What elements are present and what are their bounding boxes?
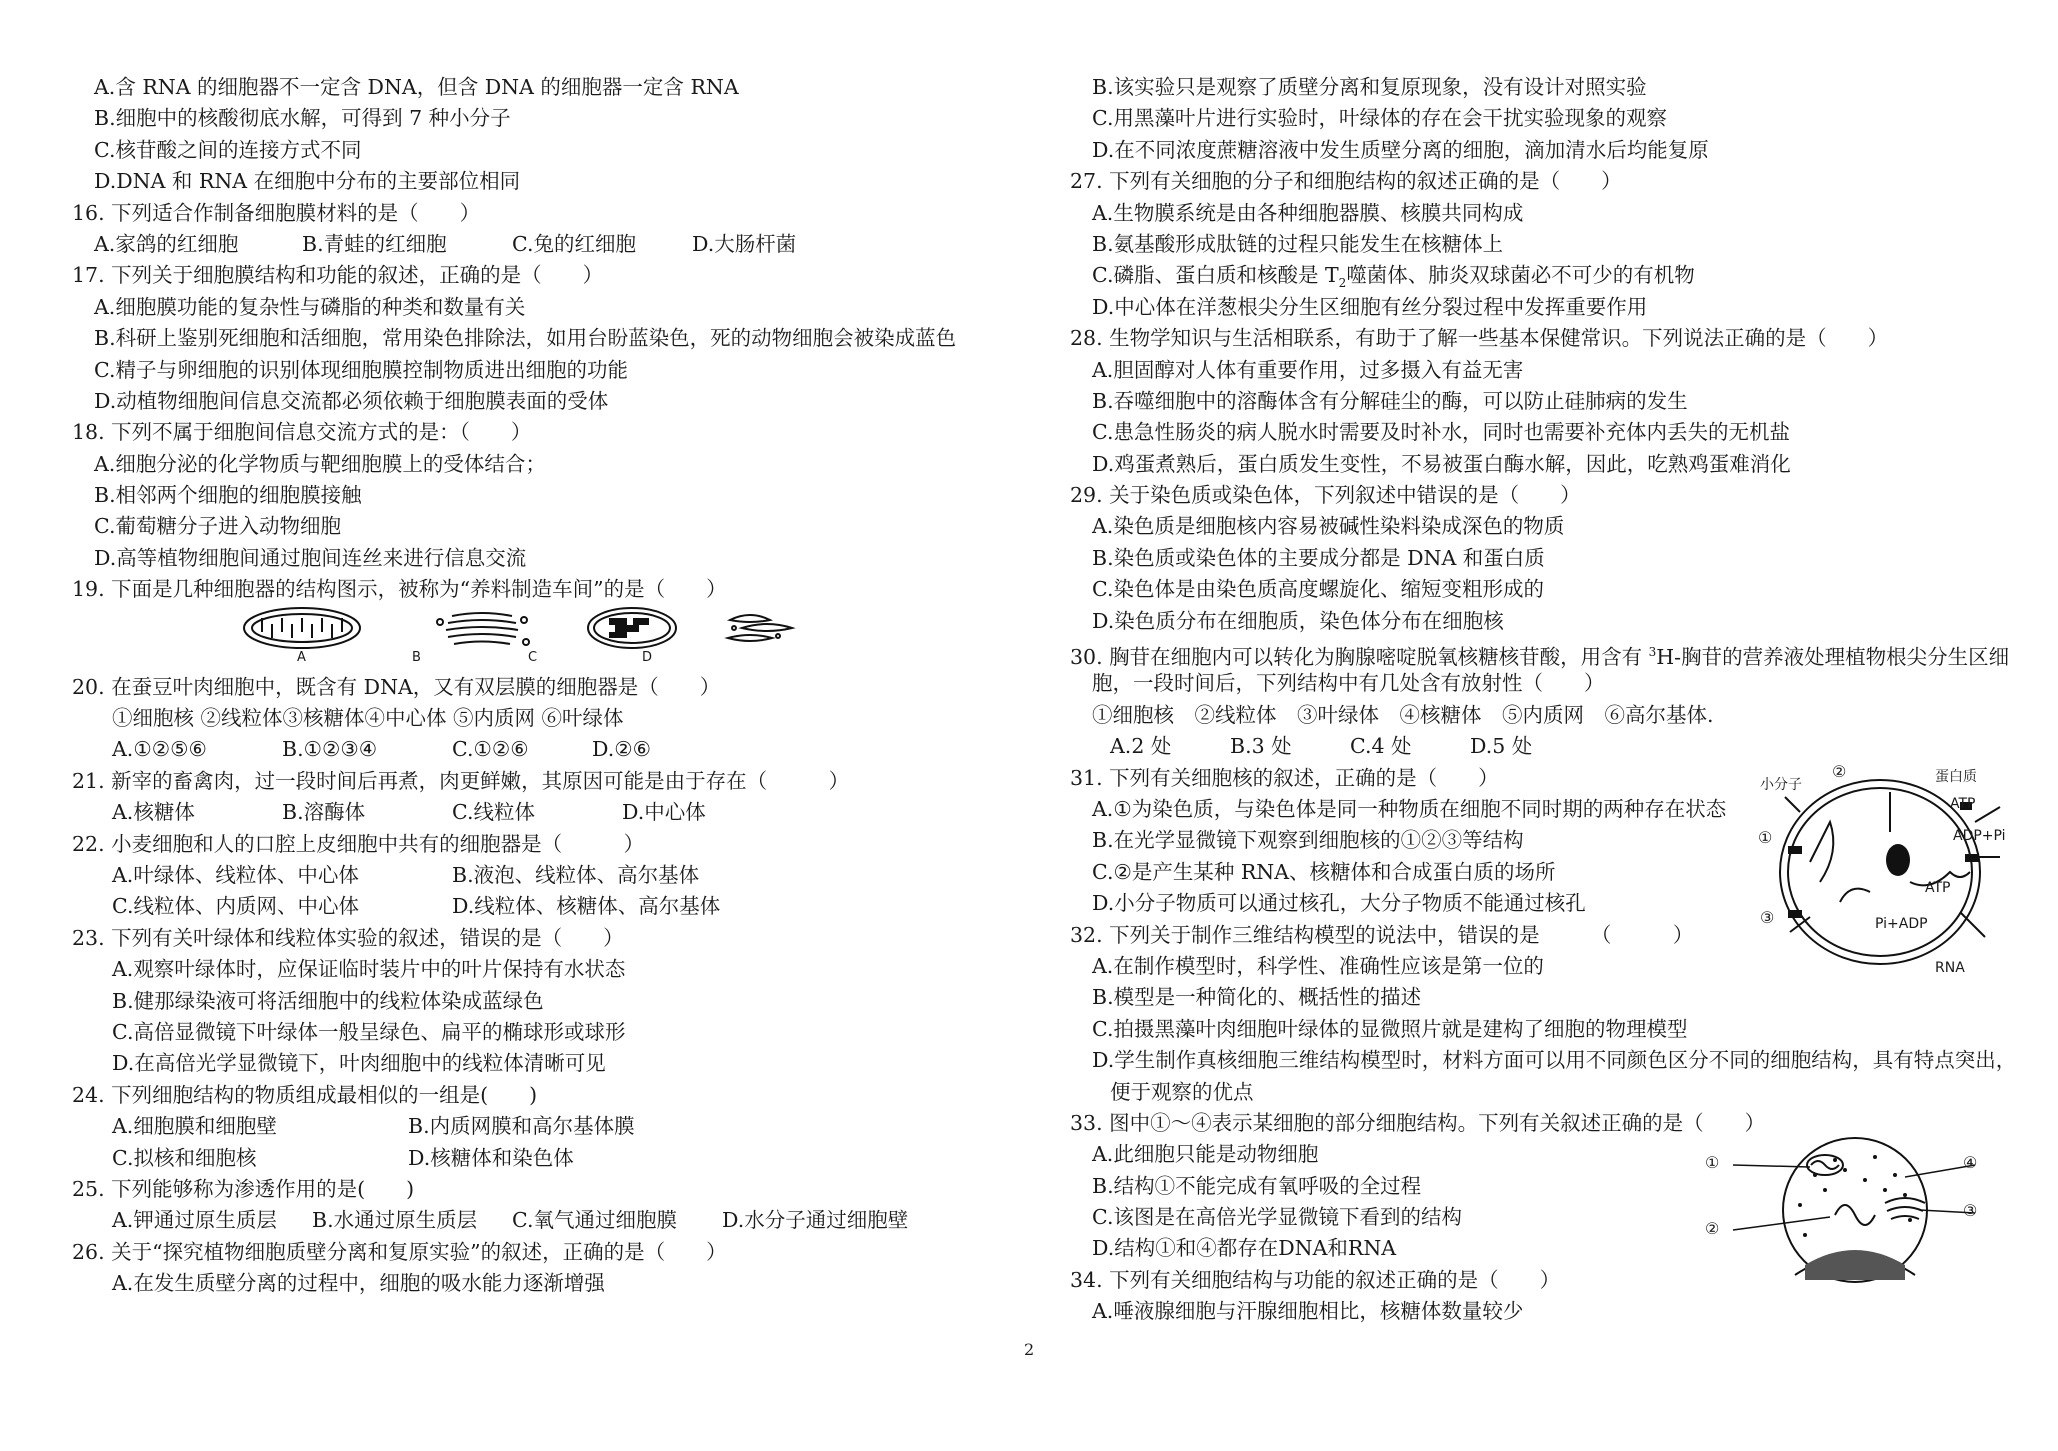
q25-options [72, 1205, 1022, 1236]
figure-label-c: C [528, 649, 538, 665]
cell-drawing [1705, 1135, 1985, 1285]
nuclear-pore-icon [1788, 846, 1802, 854]
q30-option-c: C.4 处 [1350, 734, 1412, 759]
q20-option-a: A.①②⑤⑥ [112, 737, 207, 762]
figure-label-a: A [297, 649, 306, 665]
q30-option-d: D.5 处 [1470, 734, 1533, 759]
q22-option-b: B.液泡、线粒体、高尔基体 [452, 862, 700, 887]
q24-option-a: A.细胞膜和细胞壁 [112, 1114, 277, 1139]
q32-option-c: C.拍摄黑藻叶肉细胞叶绿体的显微照片就是建构了细胞的物理模型 [1092, 1016, 1688, 1041]
label-n1: ① [1758, 828, 1773, 847]
q24-options-ab [72, 1111, 1022, 1142]
cell-label-n2: ② [1705, 1219, 1720, 1238]
nucleolus-icon [1886, 844, 1910, 876]
q27-option-c [1070, 260, 2010, 291]
q21-option-c: C.线粒体 [452, 800, 535, 825]
q20-statements: ①细胞核 ②线粒体③核糖体④中心体 ⑤内质网 ⑥叶绿体 [112, 706, 624, 731]
question-26: 26. 关于“探究植物细胞质壁分离和复原实验”的叙述，正确的是（ ） [72, 1239, 727, 1264]
label-adp-pi: ADP+Pi [1953, 828, 2006, 844]
q24-options-cd [72, 1143, 1022, 1174]
golgi-icon [437, 613, 529, 645]
page-number: 2 [1024, 1340, 1035, 1359]
centriole-icon [1835, 1205, 1875, 1225]
q31-option-d: D.小分子物质可以通过核孔，大分子物质不能通过核孔 [1092, 891, 1586, 916]
q31-option-b: B.在光学显微镜下观察到细胞核的①②③等结构 [1092, 828, 1524, 853]
q30-statements: ①细胞核 ②线粒体 ③叶绿体 ④核糖体 ⑤内质网 ⑥高尔基体. [1092, 702, 1714, 727]
q29-option-b: B.染色质或染色体的主要成分都是 DNA 和蛋白质 [1092, 545, 1545, 570]
q30-options [1070, 731, 2010, 762]
q20-option-b: B.①②③④ [282, 737, 378, 762]
label-atp-mid: ATP [1925, 880, 1951, 896]
q25-option-b: B.水通过原生质层 [312, 1208, 478, 1233]
question-28: 28. 生物学知识与生活相联系，有助于了解一些基本保健常识。下列说法正确的是（ ） [1070, 326, 1889, 351]
q32-option-a: A.在制作模型时，科学性、准确性应该是第一位的 [1092, 953, 1544, 978]
q33-option-d: D.结构①和④都存在DNA和RNA [1092, 1236, 1397, 1261]
q17-option-b: B.科研上鉴别死细胞和活细胞，常用染色排除法，如用台盼蓝染色，死的动物细胞会被染成蓝色 [94, 326, 957, 351]
question-31: 31. 下列有关细胞核的叙述，正确的是（ ） [1070, 765, 1499, 790]
q33-option-a: A.此细胞只能是动物细胞 [1092, 1142, 1319, 1167]
q23-option-b: B.健那绿染液可将活细胞中的线粒体染成蓝绿色 [112, 988, 544, 1013]
q20-option-d: D.②⑥ [592, 737, 651, 762]
q17-option-a: A.细胞膜功能的复杂性与磷脂的种类和数量有关 [94, 294, 526, 319]
q26-option-d: D.在不同浓度蔗糖溶液中发生质壁分离的细胞，滴加清水后均能复原 [1092, 137, 1709, 162]
question-20: 20. 在蚕豆叶肉细胞中，既含有 DNA，又有双层膜的细胞器是（ ） [72, 674, 721, 699]
q21-option-d: D.中心体 [622, 800, 706, 825]
question-32: 32. 下列关于制作三维结构模型的说法中，错误的是 （ ） [1070, 922, 1694, 947]
question-21: 21. 新宰的畜禽肉，过一段时间后再煮，肉更鲜嫩，其原因可能是由于存在（ ） [72, 768, 850, 793]
q15-option-d: D.DNA 和 RNA 在细胞中分布的主要部位相同 [94, 169, 521, 194]
q27-option-b: B.氨基酸形成肽链的过程只能发生在核糖体上 [1092, 231, 1504, 256]
q18-option-b: B.相邻两个细胞的细胞膜接触 [94, 483, 362, 508]
label-rna: RNA [1935, 960, 1965, 976]
q20-options [72, 734, 1022, 765]
q32-option-b: B.模型是一种简化的、概括性的描述 [1092, 985, 1422, 1010]
q18-option-d: D.高等植物细胞间通过胞间连丝来进行信息交流 [94, 545, 527, 570]
q29-option-c: C.染色体是由染色质高度螺旋化、缩短变粗形成的 [1092, 577, 1544, 602]
q24-option-d: D.核糖体和染色体 [408, 1145, 574, 1170]
q27-option-c-rest: 噬菌体、肺炎双球菌必不可少的有机物 [1346, 263, 1695, 288]
q30-text-rest: H-胸苷的营养液处理植物根尖分生区细 [1656, 644, 2010, 669]
q21-option-a: A.核糖体 [112, 800, 195, 825]
question-16: 16. 下列适合作制备细胞膜材料的是（ ） [72, 200, 481, 225]
question-29: 29. 关于染色质或染色体，下列叙述中错误的是（ ） [1070, 483, 1581, 508]
golgi-icon [1885, 1198, 1925, 1219]
mitochondrion-icon [244, 608, 360, 648]
chloroplast-icon [588, 608, 676, 648]
q21-options [72, 797, 1022, 828]
q27-option-d: D.中心体在洋葱根尖分生区细胞有丝分裂过程中发挥重要作用 [1092, 294, 1648, 319]
label-n3: ③ [1760, 908, 1775, 927]
q18-option-c: C.葡萄糖分子进入动物细胞 [94, 514, 341, 539]
endoplasmic-reticulum-icon [728, 615, 792, 641]
q22-option-c: C.线粒体、内质网、中心体 [112, 894, 359, 919]
q33-option-c: C.该图是在高倍光学显微镜下看到的结构 [1092, 1205, 1462, 1230]
q24-option-c: C.拟核和细胞核 [112, 1145, 257, 1170]
q28-option-b: B.吞噬细胞中的溶酶体含有分解硅尘的酶，可以防止硅肺病的发生 [1092, 388, 1688, 413]
q22-options-cd [72, 891, 1022, 922]
q32-option-d: D.学生制作真核细胞三维结构模型时，材料方面可以用不同颜色区分不同的细胞结构，具有特点突出， [1092, 1048, 2017, 1073]
cell-label-n3: ③ [1963, 1201, 1978, 1220]
q29-option-d: D.染色质分布在细胞质，染色体分布在细胞核 [1092, 608, 1504, 633]
q15-option-c: C.核苷酸之间的连接方式不同 [94, 137, 362, 162]
organelle-figure [72, 606, 1022, 672]
question-24: 24. 下列细胞结构的物质组成最相似的一组是( ) [72, 1082, 538, 1107]
q23-option-c: C.高倍显微镜下叶绿体一般呈绿色、扁平的椭球形或球形 [112, 1019, 626, 1044]
q34-option-a: A.唾液腺细胞与汗腺细胞相比，核糖体数量较少 [1092, 1299, 1524, 1324]
question-34: 34. 下列有关细胞结构与功能的叙述正确的是（ ） [1070, 1267, 1561, 1292]
q31-option-a: A.①为染色质，与染色体是同一种物质在细胞不同时期的两种存在状态 [1092, 796, 1727, 821]
question-33: 33. 图中①～④表示某细胞的部分细胞结构。下列有关叙述正确的是（ ） [1070, 1110, 1766, 1135]
label-small-molecule: 小分子 [1760, 777, 1802, 793]
q26-option-c: C.用黑藻叶片进行实验时，叶绿体的存在会干扰实验现象的观察 [1092, 106, 1667, 131]
q15-option-a: A.含 RNA 的细胞器不一定含 DNA，但含 DNA 的细胞器一定含 RNA [94, 75, 739, 99]
q20-option-c: C.①②⑥ [452, 737, 529, 762]
q30-continued: 胞，一段时间后，下列结构中有几处含有放射性（ ） [1092, 671, 1605, 696]
q30-option-a: A.2 处 [1110, 734, 1172, 759]
q16-options [72, 229, 1022, 260]
q18-option-a: A.细胞分泌的化学物质与靶细胞膜上的受体结合； [94, 451, 546, 476]
left-column [72, 72, 1022, 1299]
label-protein: 蛋白质 [1935, 769, 1977, 785]
figure-label-d: D [642, 649, 653, 665]
q17-option-c: C.精子与卵细胞的识别体现细胞膜控制物质进出细胞的功能 [94, 357, 628, 382]
question-22: 22. 小麦细胞和人的口腔上皮细胞中共有的细胞器是（ ） [72, 831, 645, 856]
q33-option-b: B.结构①不能完成有氧呼吸的全过程 [1092, 1173, 1422, 1198]
q24-option-b: B.内质网膜和高尔基体膜 [408, 1114, 635, 1139]
label-atp-top: ATP [1950, 796, 1976, 812]
label-pi-adp: Pi+ADP [1875, 916, 1928, 932]
q27-subscript: 2 [1338, 276, 1347, 291]
q25-option-d: D.水分子通过细胞壁 [722, 1208, 909, 1233]
cell-label-n1: ① [1705, 1153, 1720, 1172]
q16-option-a: A.家鸽的红细胞 [94, 231, 239, 256]
question-25: 25. 下列能够称为渗透作用的是( ) [72, 1176, 415, 1201]
q17-option-d: D.动植物细胞间信息交流都必须依赖于细胞膜表面的受体 [94, 388, 609, 413]
q30-superscript: 3 [1648, 645, 1657, 660]
q27-option-a: A.生物膜系统是由各种细胞器膜、核膜共同构成 [1092, 200, 1524, 225]
cell-diagram [1705, 1135, 1985, 1285]
q30-option-b: B.3 处 [1230, 734, 1292, 759]
figure-label-b: B [412, 649, 421, 665]
label-n2: ② [1832, 762, 1847, 781]
question-27: 27. 下列有关细胞的分子和细胞结构的叙述正确的是（ ） [1070, 169, 1622, 194]
q26-option-b: B.该实验只是观察了质壁分离和复原现象，没有设计对照实验 [1092, 75, 1647, 99]
question-23: 23. 下列有关叶绿体和线粒体实验的叙述，错误的是（ ） [72, 925, 624, 950]
q23-option-a: A.观察叶绿体时，应保证临时装片中的叶片保持有水状态 [112, 957, 626, 982]
nucleus-drawing [1760, 762, 2010, 982]
q28-option-c: C.患急性肠炎的病人脱水时需要及时补水，同时也需要补充体内丢失的无机盐 [1092, 420, 1790, 445]
q25-option-a: A.钾通过原生质层 [112, 1208, 277, 1233]
q23-option-d: D.在高倍光学显微镜下，叶肉细胞中的线粒体清晰可见 [112, 1051, 606, 1076]
q30-text: 30. 胸苷在细胞内可以转化为胸腺嘧啶脱氧核糖核苷酸，用含有 [1070, 644, 1649, 669]
q26-option-a: A.在发生质壁分离的过程中，细胞的吸水能力逐渐增强 [112, 1271, 605, 1296]
question-30 [1070, 637, 2010, 668]
organelle-drawings [222, 606, 822, 672]
q31-option-c: C.②是产生某种 RNA、核糖体和合成蛋白质的场所 [1092, 859, 1556, 884]
question-17: 17. 下列关于细胞膜结构和功能的叙述，正确的是（ ） [72, 263, 604, 288]
q32-option-d-continued: 便于观察的优点 [1110, 1079, 1254, 1104]
q22-options-ab [72, 860, 1022, 891]
q15-option-b: B.细胞中的核酸彻底水解，可得到 7 种小分子 [94, 106, 511, 131]
q16-option-b: B.青蛙的红细胞 [302, 231, 447, 256]
nucleus-diagram [1760, 762, 2010, 982]
cell-label-n4: ④ [1963, 1153, 1978, 1172]
question-19: 19. 下面是几种细胞器的结构图示，被称为“养料制造车间”的是（ ） [72, 577, 727, 602]
q25-option-c: C.氧气通过细胞膜 [512, 1208, 677, 1233]
q22-option-a: A.叶绿体、线粒体、中心体 [112, 862, 359, 887]
q21-option-b: B.溶酶体 [282, 800, 366, 825]
q22-option-d: D.线粒体、核糖体、高尔基体 [452, 894, 721, 919]
q28-option-a: A.胆固醇对人体有重要作用，过多摄入有益无害 [1092, 357, 1524, 382]
q28-option-d: D.鸡蛋煮熟后，蛋白质发生变性，不易被蛋白酶水解，因此，吃熟鸡蛋难消化 [1092, 451, 1791, 476]
q27-option-c-text: C.磷脂、蛋白质和核酸是 T [1092, 263, 1339, 288]
question-18: 18. 下列不属于细胞间信息交流方式的是：（ ） [72, 420, 532, 445]
q16-option-d: D.大肠杆菌 [692, 231, 797, 256]
q29-option-a: A.染色质是细胞核内容易被碱性染料染成深色的物质 [1092, 514, 1565, 539]
q16-option-c: C.兔的红细胞 [512, 231, 636, 256]
